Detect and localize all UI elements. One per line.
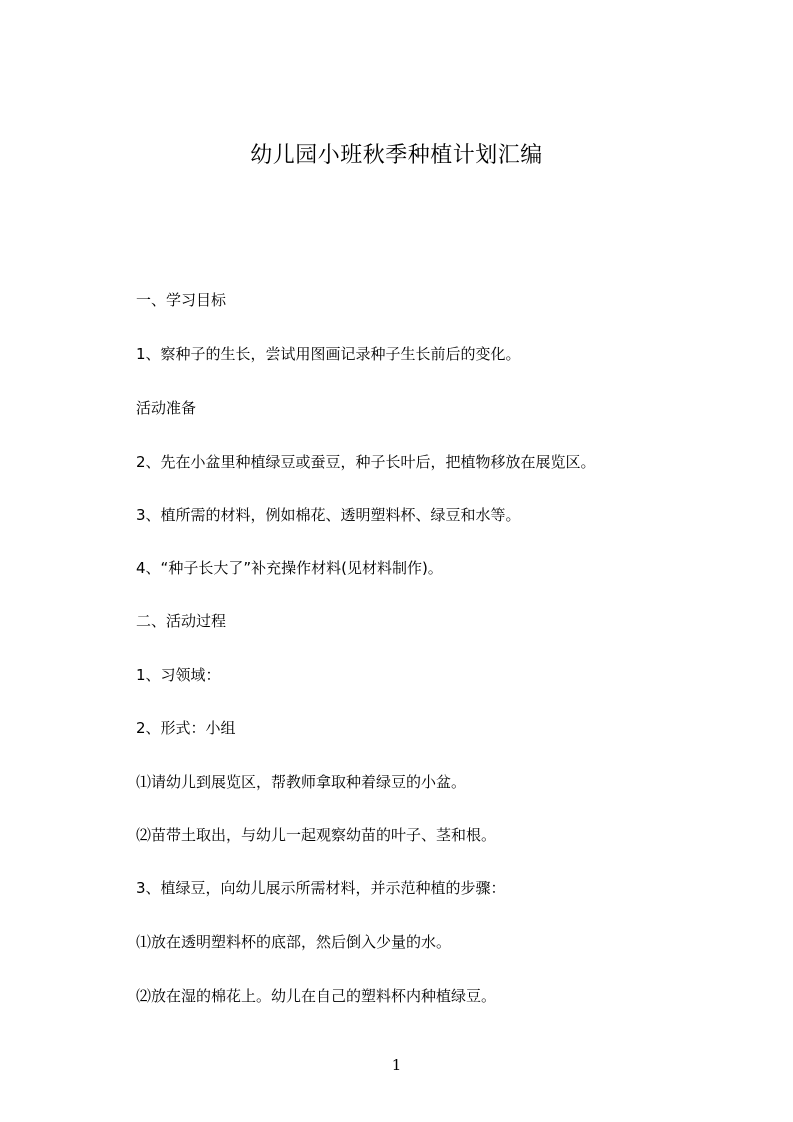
document-title: 幼儿园小班秋季种植计划汇编 xyxy=(250,143,543,168)
section-heading-learning-goals: 一、学习目标 xyxy=(136,291,227,309)
paragraph-item: 3、植绿豆，向幼儿展示所需材料，并示范种植的步骤： xyxy=(136,879,506,897)
paragraph-item: ⑴请幼儿到展览区，帮教师拿取种着绿豆的小盆。 xyxy=(136,773,467,791)
paragraph-item: ⑴放在透明塑料杯的底部，然后倒入少量的水。 xyxy=(136,933,452,951)
paragraph-item: ⑵放在湿的棉花上。幼儿在自己的塑料杯内种植绿豆。 xyxy=(136,987,497,1005)
paragraph-item: 3、植所需的材料，例如棉花、透明塑料杯、绿豆和水等。 xyxy=(136,506,521,524)
paragraph-item: 2、先在小盆里种植绿豆或蚕豆，种子长叶后，把植物移放在展览区。 xyxy=(136,453,596,471)
page-number: 1 xyxy=(391,1056,402,1074)
paragraph-item: 1、习领域： xyxy=(136,666,221,684)
section-heading-activity-process: 二、活动过程 xyxy=(136,612,227,630)
paragraph-item: 4、“种子长大了”补充操作材料(见材料制作)。 xyxy=(136,559,443,577)
paragraph-item: 2、形式：小组 xyxy=(136,719,236,737)
paragraph-item: ⑵苗带土取出，与幼儿一起观察幼苗的叶子、茎和根。 xyxy=(136,826,497,844)
subheading-activity-preparation: 活动准备 xyxy=(136,399,197,417)
paragraph-item: 1、察种子的生长，尝试用图画记录种子生长前后的变化。 xyxy=(136,345,521,363)
